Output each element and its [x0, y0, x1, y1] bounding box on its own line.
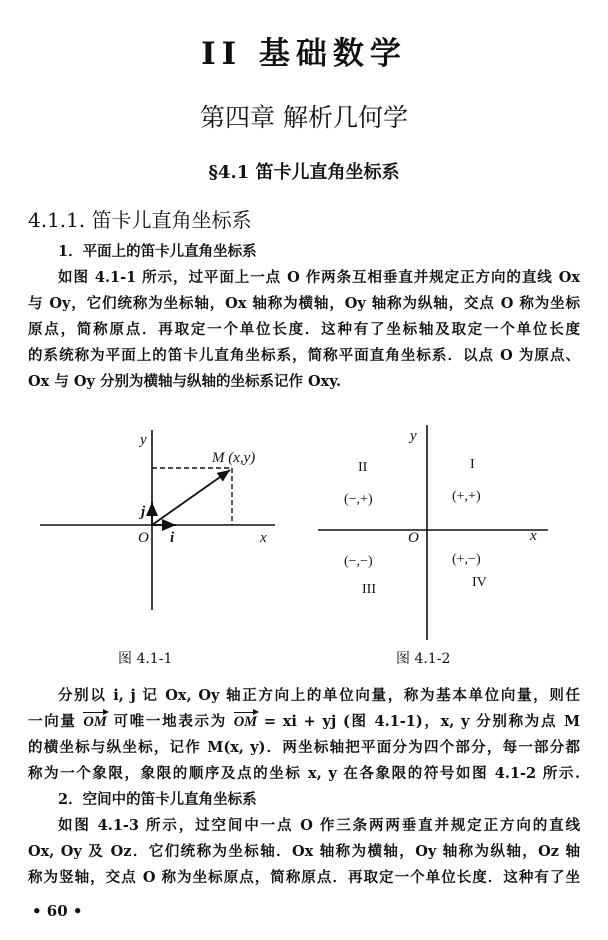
point-m-label: M (x,y) [212, 450, 256, 466]
subsection-title: 4.1.1. 笛卡儿直角坐标系 [28, 208, 252, 232]
para1-line: 的系统称为平面上的笛卡儿直角坐标系，简称平面直角坐标系．以点 O 为原点、 [28, 347, 580, 364]
part-title: II 基础数学 [201, 36, 407, 72]
text: 一向量 [28, 713, 77, 730]
origin-label: O [408, 530, 419, 546]
para1-line: 原点，简称原点．再取定一个单位长度．这种有了坐标轴及取定一个单位长度 [28, 321, 580, 338]
para2-line: 的横坐标与纵坐标，记作 M(x, y)．两坐标轴把平面分为四个部分，每一部分都 [28, 739, 580, 756]
origin-label: O [138, 530, 149, 546]
para1-line: 与 Oy，它们统称为坐标轴，Ox 轴称为横轴，Oy 轴称为纵轴，交点 O 称为坐标 [28, 295, 580, 312]
quadrant-4-numeral: IV [472, 575, 487, 590]
j-label: j [141, 504, 146, 520]
para2-line: 称为一个象限，象限的顺序及点的坐标 x, y 在各象限的符号如图 4.1-2 所示. [28, 765, 580, 782]
x-label: x [260, 530, 267, 546]
figures [0, 400, 608, 645]
figure-1-caption: 图 4.1-1 [118, 651, 173, 667]
quadrant-2-signs: (−,+) [344, 492, 373, 507]
item2-heading: 2．空间中的笛卡儿直角坐标系 [58, 791, 257, 808]
item1-heading: 1．平面上的笛卡儿直角坐标系 [58, 243, 257, 260]
figure-2-caption: 图 4.1-2 [396, 651, 451, 667]
y-label: y [410, 428, 417, 444]
figure-2-quadrants [318, 425, 548, 640]
quadrant-2-numeral: II [358, 460, 368, 475]
quadrant-1-signs: (+,+) [452, 489, 481, 504]
para2-line-2 [28, 710, 580, 731]
x-label: x [530, 528, 537, 544]
quadrant-3-signs: (−,−) [344, 554, 373, 569]
y-label: y [140, 432, 147, 448]
quadrant-3-numeral: III [362, 582, 376, 597]
section-title: §4.1 笛卡儿直角坐标系 [208, 162, 400, 183]
para3-line: Ox, Oy 及 Oz．它们统称为坐标轴．Ox 轴称为横轴，Oy 轴称为纵轴，Oz 轴 [28, 843, 580, 860]
figure-1-cartesian-plane [40, 430, 275, 610]
para2-line: 分别以 i, j 记 Ox, Oy 轴正方向上的单位向量，称为基本单位向量，则任 [58, 687, 580, 704]
text: 可唯一地表示为 [113, 713, 227, 730]
quadrant-4-signs: (+,−) [452, 552, 481, 567]
para3-line: 如图 4.1-3 所示，过空间中一点 O 作三条两两垂直并规定正方向的直线 [58, 817, 580, 834]
para3-line: 称为竖轴，交点 O 称为坐标原点，简称原点．再取定一个单位长度．这种有了坐 [28, 869, 580, 886]
i-label: i [170, 530, 175, 546]
quadrant-1-numeral: I [470, 457, 475, 472]
text: = xi + yj (图 4.1-1)，x, y 分别称为点 M [263, 713, 581, 730]
vector-om: OM [83, 714, 107, 730]
para1-line: 如图 4.1-1 所示，过平面上一点 O 作两条互相垂直并规定正方向的直线 Ox [58, 269, 580, 286]
page-number: • 60 • [32, 902, 83, 920]
chapter-title: 第四章 解析几何学 [200, 103, 408, 132]
vector-om: OM [233, 714, 258, 730]
para1-line: Ox 与 Oy 分别为横轴与纵轴的坐标系记作 Oxy. [28, 373, 342, 390]
vector-om [152, 470, 230, 525]
